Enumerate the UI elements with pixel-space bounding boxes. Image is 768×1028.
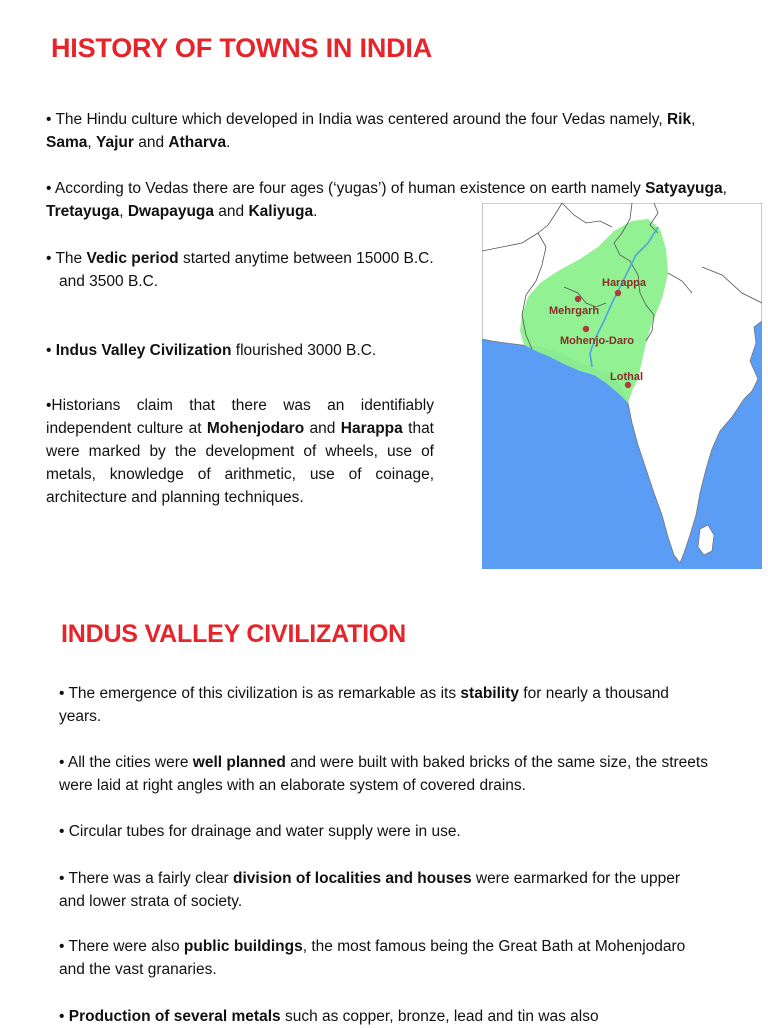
bullet-yugas: • According to Vedas there are four ages (‘yugas’) of human existence on earth namely Satyayuga, Tretayuga, Dwapayuga and Kaliyuga. bbox=[46, 180, 727, 220]
page-title: HISTORY OF TOWNS IN INDIA bbox=[51, 33, 433, 63]
site-mohenjodaro-marker bbox=[583, 326, 589, 332]
bullet-division: • There was a fairly clear division of localities and houses were earmarked for the upper and lower strata of society. bbox=[59, 870, 681, 910]
bullet-historians: •Historians claim that there was an identifiably independent culture at Mohenjodaro and Harappa that were marked by the development of wheels, use of metals, knowledge of arithmetic, use of coinage, architecture and planning techniques. bbox=[46, 397, 434, 506]
label-harappa: Harappa bbox=[602, 277, 647, 289]
site-harappa-marker bbox=[615, 290, 621, 296]
bullet-vedas: • The Hindu culture which developed in India was centered around the four Vedas namely, Rik, Sama, Yajur and Atharva. bbox=[46, 111, 696, 151]
site-mehrgarh-marker bbox=[575, 296, 581, 302]
bullet-circular-tubes: • Circular tubes for drainage and water supply were in use. bbox=[59, 823, 461, 840]
bullet-vedic-period: • The Vedic period started anytime between 15000 B.C. and 3500 B.C. bbox=[46, 250, 434, 290]
indus-valley-map bbox=[482, 203, 762, 569]
label-lothal: Lothal bbox=[610, 371, 643, 383]
bullet-indus-valley: • Indus Valley Civilization flourished 3000 B.C. bbox=[46, 342, 377, 359]
section-title: INDUS VALLEY CIVILIZATION bbox=[61, 620, 407, 648]
bullet-public-buildings: • There were also public buildings, the most famous being the Great Bath at Mohenjodaro and the vast granaries. bbox=[59, 938, 686, 978]
bullet-metals: • Production of several metals such as copper, bronze, lead and tin was also bbox=[59, 1008, 599, 1025]
bullet-stability: • The emergence of this civilization is as remarkable as its stability for nearly a thousand years. bbox=[59, 685, 669, 725]
label-mehrgarh: Mehrgarh bbox=[549, 305, 600, 317]
label-mohenjodaro: Mohenjo-Daro bbox=[560, 335, 634, 347]
bullet-well-planned: • All the cities were well planned and were built with baked bricks of the same size, the streets were laid at right angles with an elaborate system of covered drains. bbox=[59, 754, 708, 794]
